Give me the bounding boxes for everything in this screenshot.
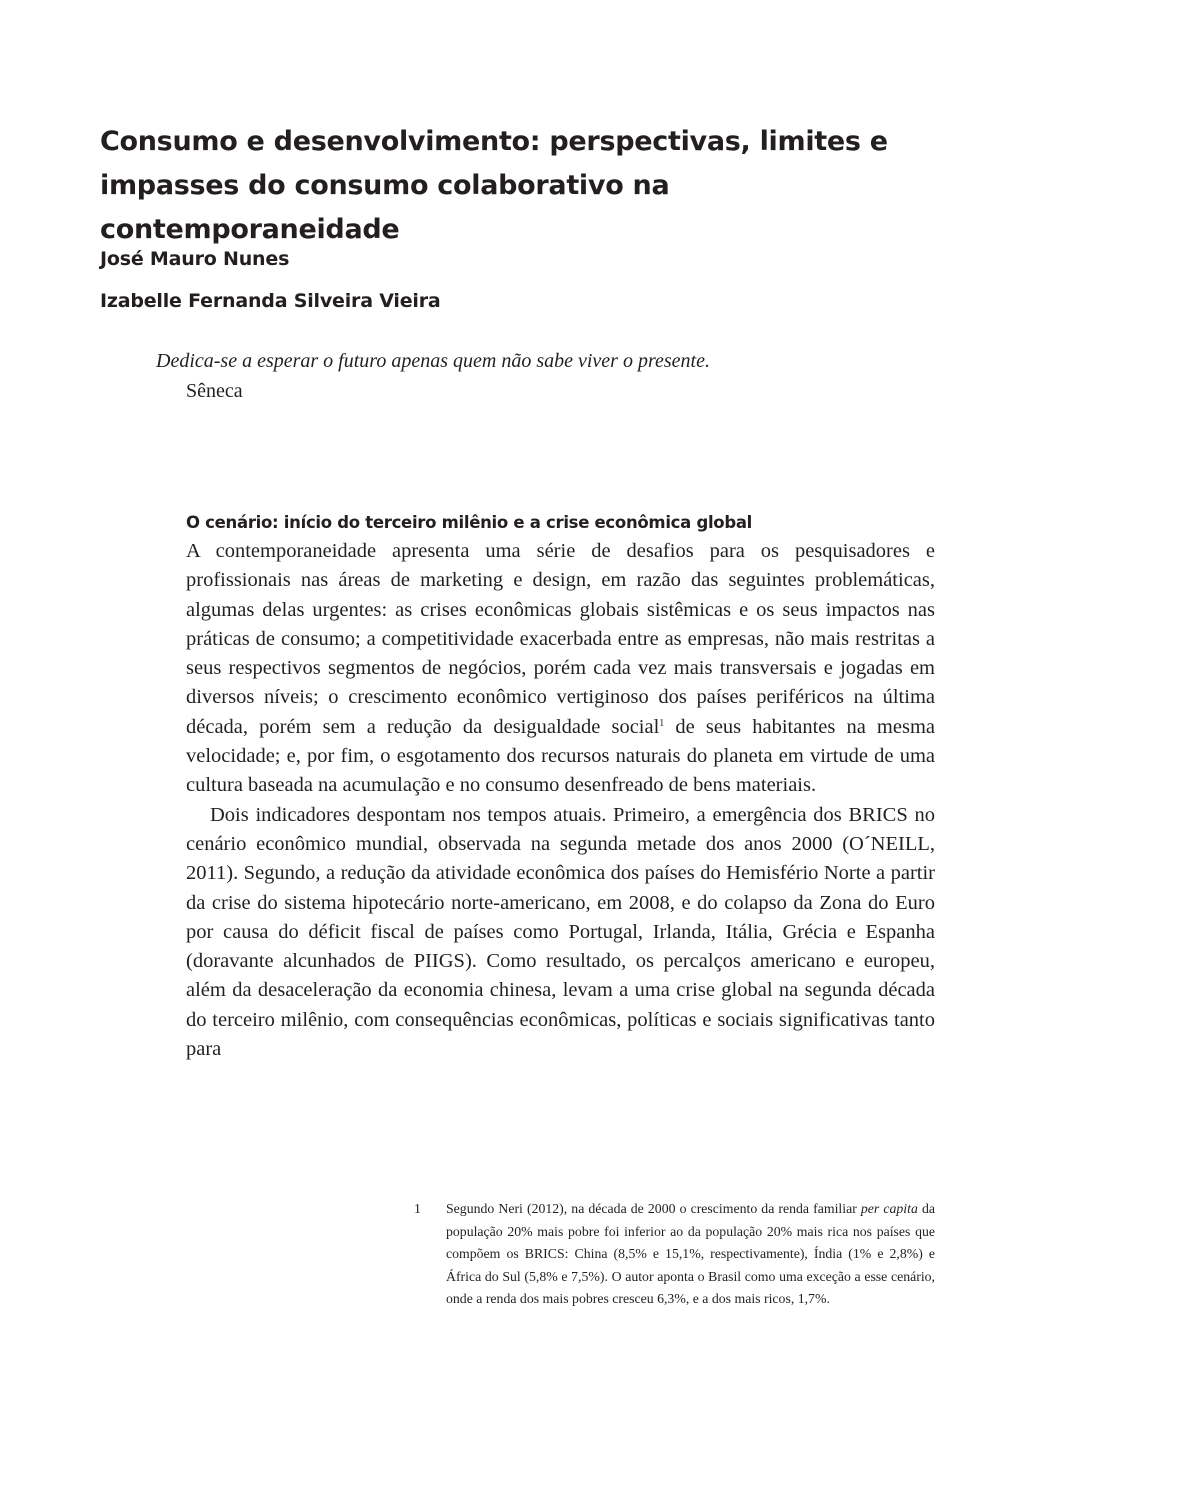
footnote-italic-term: per capita <box>860 1201 918 1216</box>
body-paragraph: Dois indicadores despontam nos tempos atuais. Primeiro, a emergência dos BRICS no cenário econômico mundial, observada na segunda metade dos anos 2000 (O´NEILL, 2011). Segundo, a redução da atividade econômica dos países do Hemisfério Norte a partir da crise do sistema hipotecário norte-americano, em 2008, e do colapso da Zona do Euro por causa do déficit fiscal de países como Portugal, Irlanda, Itália, Grécia e Espanha (doravante alcunhados de PIIGS). Como resultado, os percalços americano e europeu, além da desaceleração da economia chinesa, levam a uma crise global na segunda década do terceiro milênio, com consequências econômicas, políticas e sociais significativas tanto para <box>186 803 935 1061</box>
footnote <box>414 1198 935 1311</box>
paragraph-text: de seus habitantes na mesma velocidade; e, por fim, o esgotamento dos recursos naturais do planeta em virtude de uma cultura baseada na acumulação e no consumo desenfreado de bens materiais. <box>186 715 935 797</box>
footnote-reference[interactable]: 1 <box>659 717 665 729</box>
author-name: Izabelle Fernanda Silveira Vieira <box>100 290 441 312</box>
section-body <box>186 508 935 1064</box>
epigraph-quote: Dedica-se a esperar o futuro apenas quem não sabe viver o presente. <box>156 350 710 372</box>
author-name: José Mauro Nunes <box>100 248 290 270</box>
body-paragraph <box>186 537 935 801</box>
article-title: Consumo e desenvolvimento: perspectivas, limites e impasses do consumo colaborativo na contemporaneidade <box>100 126 888 245</box>
paragraph-text: A contemporaneidade apresenta uma série de desafios para os pesquisadores e profissionais nas áreas de marketing e design, em razão das seguintes problemáticas, algumas delas urgentes: as crises econômicas globais sistêmicas e os seus impactos nas práticas de consumo; a competitividade exacerbada entre as empresas, não mais restritas a seus respectivos segmentos de negócios, porém cada vez mais transversais e jogadas em diversos níveis; o crescimento econômico vertiginoso dos países periféricos na última década, porém sem a redução da desigualdade social <box>186 540 935 738</box>
section-heading: O cenário: início do terceiro milênio e a crise econômica global <box>186 513 753 532</box>
footnote-number: 1 <box>414 1201 421 1216</box>
footnote-text-part: Segundo Neri (2012), na década de 2000 o crescimento da renda familiar <box>446 1201 861 1216</box>
epigraph-source: Sêneca <box>186 380 243 402</box>
epigraph <box>156 346 856 406</box>
footnote-text-part: da população 20% mais pobre foi inferior ao da população 20% mais rica nos países que compõem os BRICS: China (8,5% e 15,1%, respectivamente), Índia (1% e 2,8%) e África do Sul (5,8% e 7,5%). O autor aponta o Brasil como uma exceção a esse cenário, onde a renda dos mais pobres cresceu 6,3%, e a dos mais ricos, 1,7%. <box>446 1201 935 1306</box>
footnote-text <box>446 1198 935 1311</box>
